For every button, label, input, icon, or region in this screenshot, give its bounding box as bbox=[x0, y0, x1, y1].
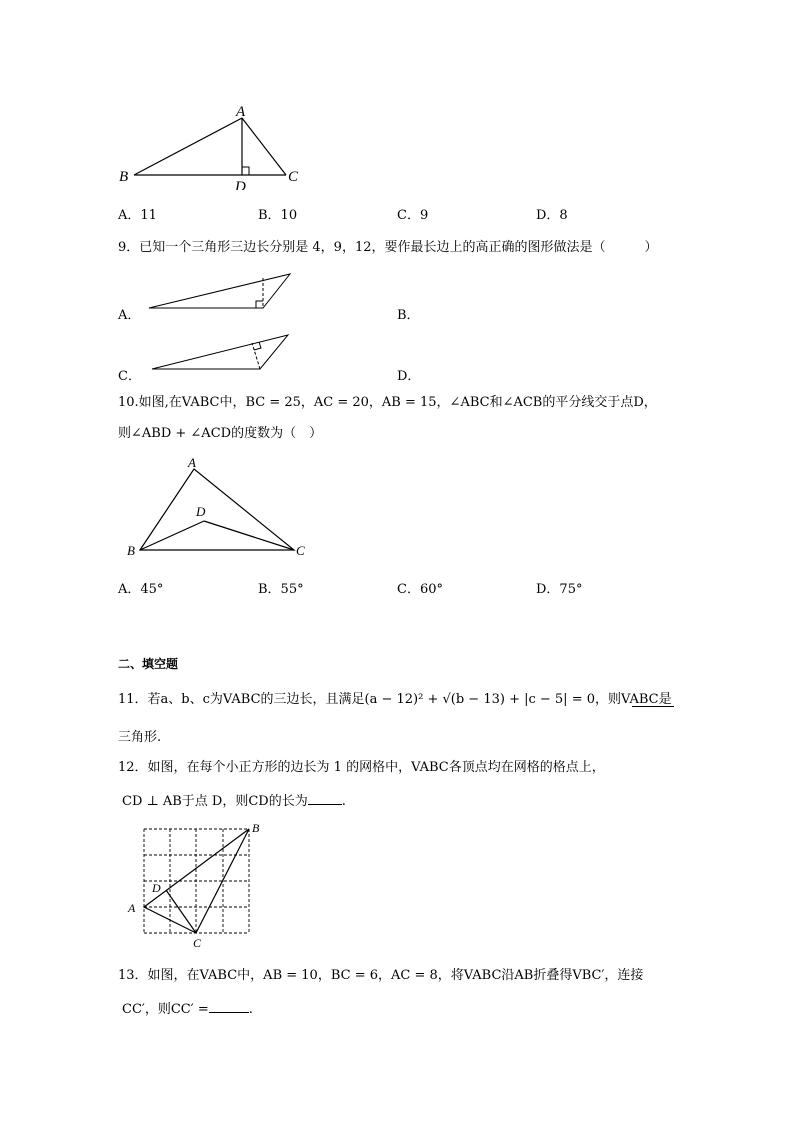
q8-label-D: D bbox=[235, 179, 246, 190]
q9-option-a: A． bbox=[118, 308, 141, 323]
q10-option-c: C．60° bbox=[397, 582, 443, 597]
q8-figure bbox=[112, 100, 312, 190]
q12-question-line1: 12．如图，在每个小正方形的边长为 1 的网格中，VABC各顶点均在网格的格点上， bbox=[118, 760, 605, 775]
q9-question: 9．已知一个三角形三边长分别是 4，9，12，要作最长边上的高正确的图形做法是（ ） bbox=[118, 240, 658, 255]
q10-option-d: D．75° bbox=[536, 582, 583, 597]
q8-option-c: C．9 bbox=[397, 208, 429, 223]
q10-label-C: C bbox=[296, 543, 305, 558]
q10-option-b: B．55° bbox=[258, 582, 304, 597]
q9-option-d: D． bbox=[397, 369, 421, 384]
q9-option-c: C． bbox=[118, 369, 141, 384]
q12-label-A: A bbox=[128, 901, 136, 915]
q8-option-d: D．8 bbox=[536, 208, 568, 223]
q9-option-b: B． bbox=[397, 308, 420, 323]
q8-option-b: B．10 bbox=[258, 208, 298, 223]
q12-answer-blank[interactable] bbox=[308, 792, 342, 805]
q10-label-D: D bbox=[196, 504, 206, 519]
q8-option-a: A．11 bbox=[118, 208, 157, 223]
section-title: 二、填空题 bbox=[118, 657, 179, 671]
q11-answer-blank[interactable] bbox=[632, 692, 674, 707]
q12-text-a: CD ⊥ AB于点 D，则CD的长为 bbox=[122, 794, 308, 809]
q10-label-B: B bbox=[127, 543, 135, 558]
q13-text-a: CC′，则CC′ = bbox=[122, 1002, 209, 1017]
q8-label-A: A bbox=[236, 104, 246, 120]
q12-grid-figure bbox=[122, 820, 272, 950]
q8-label-C: C bbox=[288, 169, 299, 185]
q12-text-b: . bbox=[341, 794, 346, 809]
q13-text-b: . bbox=[248, 1002, 253, 1017]
q10-figure bbox=[120, 455, 320, 565]
q10-option-a: A．45° bbox=[118, 582, 164, 597]
q9-figure-c bbox=[148, 333, 293, 375]
q12-label-C: C bbox=[193, 936, 202, 950]
q10-label-A: A bbox=[188, 455, 196, 470]
q13-question-line1: 13．如图，在VABC中，AB = 10，BC = 6，AC = 8，将VABC沿AB折叠得VBC′，连接 bbox=[118, 968, 644, 983]
q13-question-line2 bbox=[122, 1000, 253, 1018]
q10-question-line1: 10.如图,在VABC中，BC = 25，AC = 20，AB = 15，∠ABC和∠ACB的平分线交于点D， bbox=[118, 395, 657, 410]
q12-question-line2 bbox=[122, 792, 346, 810]
q8-label-B: B bbox=[119, 169, 129, 185]
q12-label-B: B bbox=[252, 821, 260, 835]
q11-question-line2: 三角形. bbox=[118, 730, 162, 745]
q10-question-line2: 则∠ABD + ∠ACD的度数为（ ） bbox=[118, 426, 323, 441]
q12-label-D: D bbox=[152, 881, 161, 895]
q9-figure-a bbox=[145, 270, 295, 312]
q13-answer-blank[interactable] bbox=[209, 1000, 249, 1013]
q11-question-line1: 11．若a、b、c为VABC的三边长，且满足(a − 12)² + √(b − 13) + |c − 5| = 0，则VABC是 bbox=[118, 692, 672, 707]
